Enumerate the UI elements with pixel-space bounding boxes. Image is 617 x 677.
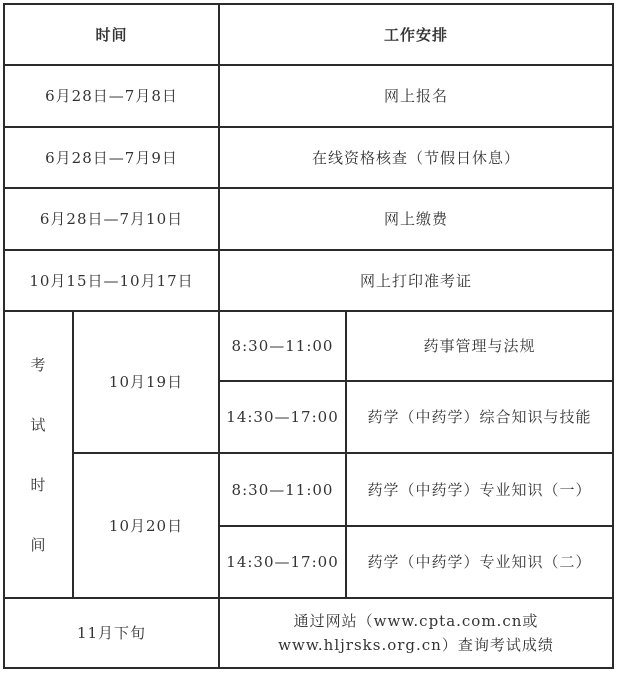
row-date: 10月15日—10月17日 bbox=[4, 250, 219, 311]
row-task: 网上打印准考证 bbox=[219, 250, 613, 311]
row-date: 6月28日—7月10日 bbox=[4, 188, 219, 250]
exam-session-subject: 药事管理与法规 bbox=[346, 311, 613, 381]
row-task: 在线资格核查（节假日休息） bbox=[219, 127, 613, 188]
final-date: 11月下旬 bbox=[4, 598, 219, 668]
exam-session-time: 8:30—11:00 bbox=[219, 453, 346, 526]
exam-label-char: 间 bbox=[30, 535, 47, 554]
final-row bbox=[4, 598, 613, 668]
final-task: 通过网站（www.cpta.com.cn或www.hljrsks.org.cn）查询考试成绩 bbox=[219, 598, 613, 668]
exam-session-row bbox=[4, 311, 613, 381]
table-row bbox=[4, 127, 613, 188]
exam-session-subject: 药学（中药学）专业知识（一） bbox=[346, 453, 613, 526]
row-date: 6月28日—7月8日 bbox=[4, 65, 219, 127]
exam-session-time: 14:30—17:00 bbox=[219, 381, 346, 453]
exam-session-time: 8:30—11:00 bbox=[219, 311, 346, 381]
exam-day-date: 10月20日 bbox=[73, 453, 219, 598]
exam-session-row bbox=[4, 453, 613, 526]
table-row bbox=[4, 188, 613, 250]
row-task: 网上报名 bbox=[219, 65, 613, 127]
row-date: 6月28日—7月9日 bbox=[4, 127, 219, 188]
exam-label-char: 时 bbox=[30, 475, 47, 494]
table-row bbox=[4, 65, 613, 127]
exam-label-char: 试 bbox=[30, 415, 47, 434]
table-row bbox=[4, 250, 613, 311]
exam-time-label bbox=[4, 311, 73, 598]
exam-session-time: 14:30—17:00 bbox=[219, 526, 346, 598]
row-task: 网上缴费 bbox=[219, 188, 613, 250]
exam-session-subject: 药学（中药学）专业知识（二） bbox=[346, 526, 613, 598]
header-work: 工作安排 bbox=[219, 4, 613, 65]
header-row bbox=[4, 4, 613, 65]
exam-session-subject: 药学（中药学）综合知识与技能 bbox=[346, 381, 613, 453]
exam-label-char: 考 bbox=[30, 355, 47, 374]
exam-schedule-table bbox=[3, 3, 614, 669]
exam-day-date: 10月19日 bbox=[73, 311, 219, 453]
header-time: 时间 bbox=[4, 4, 219, 65]
